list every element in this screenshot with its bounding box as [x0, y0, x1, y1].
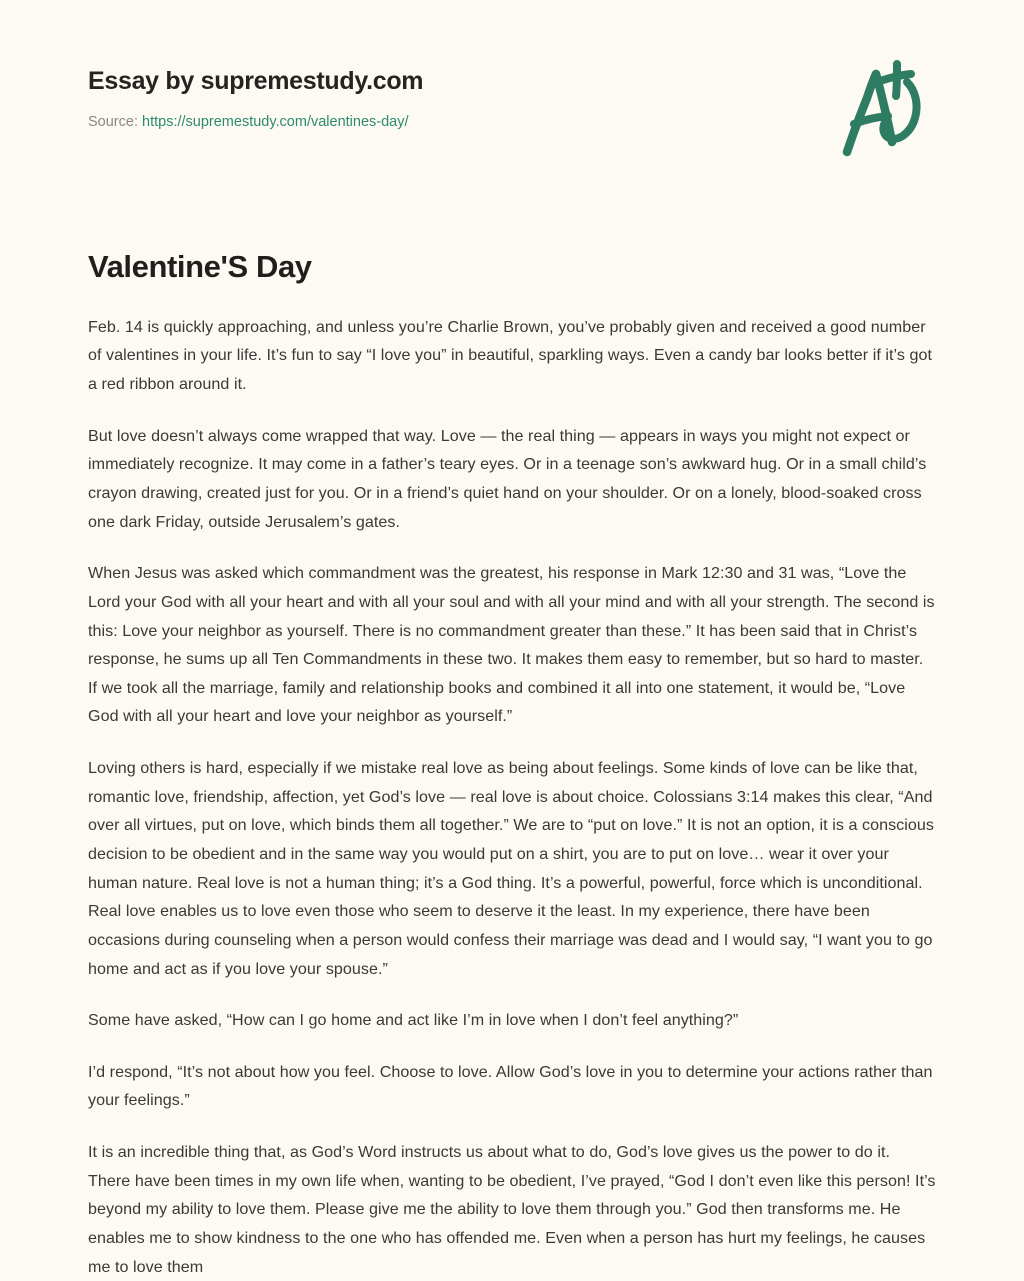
page-title: Valentine'S Day: [88, 249, 312, 284]
page-header: [0, 0, 1024, 200]
source-label: Source:: [88, 114, 138, 130]
article-paragraph: I’d respond, “It’s not about how you feel. Choose to love. Allow God’s love in you to determine your actions rather than your feelings.”: [88, 1062, 933, 1110]
article-body: [88, 313, 936, 1281]
a-plus-logo-icon: [837, 56, 935, 162]
article-paragraph: But love doesn’t always come wrapped that way. Love — the real thing — appears in ways you might not expect or immediately recognize. It may come in a father’s teary eyes. Or in a teenage son’s awkward hug. Or in a small child’s crayon drawing, created just for you. Or in a friend’s quiet hand on your shoulder. Or on a lonely, blood-soaked cross one dark Friday, outside Jerusalem’s gates.: [88, 426, 927, 531]
article-paragraph: It is an incredible thing that, as God’s Word instructs us about what to do, God’s love gives us the power to do it. There have been times in my own life when, wanting to be obedient, I’ve prayed, “God I don’t even like this person! It’s beyond my ability to love them. Please give me the ability to love them through you.” God then transforms me. He enables me to show kindness to the one who has offended me. Even when a person has hurt my feelings, he causes me to love them: [88, 1143, 936, 1276]
source-line: [88, 113, 423, 132]
source-url-link[interactable]: https://supremestudy.com/valentines-day/: [142, 114, 409, 130]
article-paragraph: When Jesus was asked which commandment was the greatest, his response in Mark 12:30 and 31 was, “Love the Lord your God with all your heart and with all your soul and with all your mind and with all your strength. The second is this: Love your neighbor as yourself. There is no commandment greater than these.” It has been said that in Christ’s response, he sums up all Ten Commandments in these two. It makes them easy to remember, but so hard to master. If we took all the marriage, family and relationship books and combined it all into one statement, it would be, “Love God with all your heart and love your neighbor as yourself.”: [88, 564, 935, 726]
article-paragraph: Some have asked, “How can I go home and act like I’m in love when I don’t feel anything?”: [88, 1011, 739, 1030]
article-paragraph: Feb. 14 is quickly approaching, and unless you’re Charlie Brown, you’ve probably given and received a good number of valentines in your life. It’s fun to say “I love you” in beautiful, sparkling ways. Even a candy bar looks better if it’s got a red ribbon around it.: [88, 317, 933, 394]
article: [88, 248, 936, 1281]
article-paragraph: Loving others is hard, especially if we mistake real love as being about feelings. Some kinds of love can be like that, romantic love, friendship, affection, yet God’s love — real love is about choice. Colossians 3:14 makes this clear, “And over all virtues, put on love, which binds them all together.” We are to “put on love.” It is not an option, it is a conscious decision to be obedient and in the same way you would put on a shirt, you are to put on love… wear it over your human nature. Real love is not a human thing; it’s a God thing. It’s a powerful, powerful, force which is unconditional. Real love enables us to love even those who seem to deserve it the least. In my experience, there have been occasions during counseling when a person would confess their marriage was dead and I would say, “I want you to go home and act as if you love your spouse.”: [88, 759, 934, 978]
site-byline: Essay by supremestudy.com: [88, 67, 424, 95]
header-text-block: [88, 66, 423, 132]
